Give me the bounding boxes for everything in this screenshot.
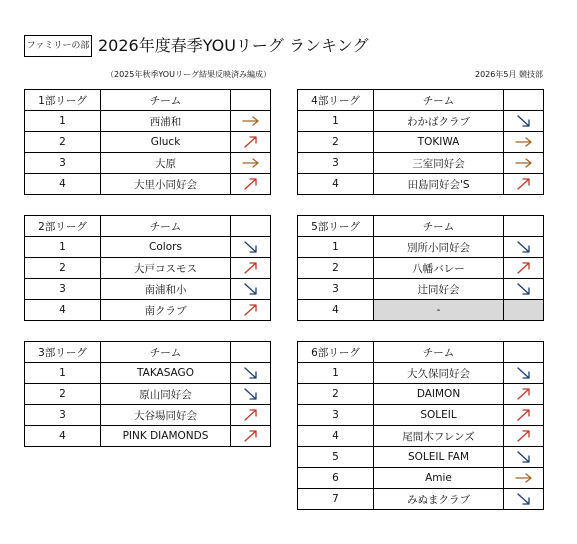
team-cell: 大戸コスモス bbox=[101, 258, 231, 279]
table-row bbox=[25, 174, 271, 195]
rank-cell: 2 bbox=[298, 132, 374, 153]
league-table bbox=[24, 89, 271, 195]
table-row bbox=[298, 153, 544, 174]
rank-cell: 3 bbox=[25, 405, 101, 426]
rank-cell: 1 bbox=[298, 363, 374, 384]
table-row bbox=[25, 405, 271, 426]
team-column-header: チーム bbox=[374, 342, 504, 363]
trend-down-arrow-icon bbox=[504, 489, 544, 510]
rank-cell: 4 bbox=[25, 300, 101, 321]
league-label: 6部リーグ bbox=[298, 342, 374, 363]
team-cell: - bbox=[374, 300, 504, 321]
rank-cell: 7 bbox=[298, 489, 374, 510]
table-row bbox=[298, 237, 544, 258]
trend-column-header bbox=[231, 90, 271, 111]
trend-down-arrow-icon bbox=[231, 279, 271, 300]
trend-down-arrow-icon bbox=[504, 279, 544, 300]
rank-cell: 2 bbox=[25, 258, 101, 279]
table-row bbox=[25, 237, 271, 258]
team-cell: TOKIWA bbox=[374, 132, 504, 153]
table-row bbox=[25, 132, 271, 153]
table-row bbox=[25, 384, 271, 405]
team-cell: 三室同好会 bbox=[374, 153, 504, 174]
team-column-header: チーム bbox=[374, 90, 504, 111]
rank-cell: 4 bbox=[25, 174, 101, 195]
trend-down-arrow-icon bbox=[231, 384, 271, 405]
rank-cell: 2 bbox=[25, 132, 101, 153]
table-row bbox=[25, 300, 271, 321]
team-cell: Amie bbox=[374, 468, 504, 489]
team-cell: 尾間木フレンズ bbox=[374, 426, 504, 447]
rank-cell: 4 bbox=[25, 426, 101, 447]
team-cell: わかばクラブ bbox=[374, 111, 504, 132]
table-row bbox=[298, 384, 544, 405]
empty-trend-cell bbox=[504, 300, 544, 321]
table-row bbox=[25, 153, 271, 174]
rank-cell: 1 bbox=[298, 111, 374, 132]
trend-up-arrow-icon bbox=[231, 426, 271, 447]
team-cell: 大原 bbox=[101, 153, 231, 174]
team-cell: みぬまクラブ bbox=[374, 489, 504, 510]
table-row bbox=[25, 426, 271, 447]
trend-down-arrow-icon bbox=[504, 111, 544, 132]
composition-note: （2025年秋季YOUリーグ結果反映済み編成） bbox=[106, 70, 271, 79]
table-row bbox=[298, 279, 544, 300]
team-cell: 大里小同好会 bbox=[101, 174, 231, 195]
rank-cell: 3 bbox=[25, 153, 101, 174]
trend-up-arrow-icon bbox=[231, 300, 271, 321]
table-header-row bbox=[298, 342, 544, 363]
team-cell: 八幡バレー bbox=[374, 258, 504, 279]
trend-up-arrow-icon bbox=[504, 174, 544, 195]
trend-up-arrow-icon bbox=[504, 405, 544, 426]
rank-cell: 1 bbox=[25, 237, 101, 258]
trend-up-arrow-icon bbox=[504, 426, 544, 447]
team-cell: 西浦和 bbox=[101, 111, 231, 132]
issuer-note: 2026年5月 競技部 bbox=[475, 70, 543, 79]
league-label: 4部リーグ bbox=[298, 90, 374, 111]
team-column-header: チーム bbox=[101, 90, 231, 111]
league-table bbox=[24, 341, 271, 447]
team-column-header: チーム bbox=[101, 216, 231, 237]
rank-cell: 1 bbox=[298, 237, 374, 258]
table-row bbox=[298, 258, 544, 279]
trend-column-header bbox=[504, 216, 544, 237]
league-label: 1部リーグ bbox=[25, 90, 101, 111]
table-header-row bbox=[25, 90, 271, 111]
team-cell: TAKASAGO bbox=[101, 363, 231, 384]
table-row bbox=[298, 174, 544, 195]
trend-up-arrow-icon bbox=[231, 258, 271, 279]
trend-column-header bbox=[504, 342, 544, 363]
trend-down-arrow-icon bbox=[504, 237, 544, 258]
league-label: 5部リーグ bbox=[298, 216, 374, 237]
rank-cell: 3 bbox=[25, 279, 101, 300]
team-cell: 大谷場同好会 bbox=[101, 405, 231, 426]
table-row bbox=[25, 279, 271, 300]
table-row bbox=[298, 111, 544, 132]
table-row bbox=[298, 489, 544, 510]
trend-column-header bbox=[231, 216, 271, 237]
team-cell: 南クラブ bbox=[101, 300, 231, 321]
team-cell: 大久保同好会 bbox=[374, 363, 504, 384]
table-header-row bbox=[25, 342, 271, 363]
rank-cell: 2 bbox=[298, 258, 374, 279]
team-column-header: チーム bbox=[374, 216, 504, 237]
league-table bbox=[297, 341, 544, 510]
table-header-row bbox=[298, 90, 544, 111]
league-table bbox=[297, 215, 544, 321]
trend-down-arrow-icon bbox=[231, 363, 271, 384]
rank-cell: 2 bbox=[25, 384, 101, 405]
division-tag: ファミリーの部 bbox=[24, 35, 92, 57]
team-cell: DAIMON bbox=[374, 384, 504, 405]
trend-column-header bbox=[231, 342, 271, 363]
table-row bbox=[298, 132, 544, 153]
rank-cell: 3 bbox=[298, 405, 374, 426]
rank-cell: 4 bbox=[298, 174, 374, 195]
rank-cell: 3 bbox=[298, 153, 374, 174]
trend-up-arrow-icon bbox=[504, 384, 544, 405]
table-header-row bbox=[298, 216, 544, 237]
rank-cell: 4 bbox=[298, 426, 374, 447]
trend-down-arrow-icon bbox=[504, 447, 544, 468]
trend-flat-arrow-icon bbox=[504, 132, 544, 153]
page-title: 2026年度春季YOUリーグ ランキング bbox=[98, 36, 369, 55]
rank-cell: 5 bbox=[298, 447, 374, 468]
table-row bbox=[298, 426, 544, 447]
table-row bbox=[298, 447, 544, 468]
trend-flat-arrow-icon bbox=[231, 153, 271, 174]
table-row bbox=[25, 363, 271, 384]
team-cell: Gluck bbox=[101, 132, 231, 153]
rank-cell: 3 bbox=[298, 279, 374, 300]
trend-flat-arrow-icon bbox=[504, 468, 544, 489]
trend-flat-arrow-icon bbox=[231, 111, 271, 132]
league-label: 3部リーグ bbox=[25, 342, 101, 363]
trend-up-arrow-icon bbox=[231, 174, 271, 195]
table-row bbox=[25, 258, 271, 279]
team-cell: 南浦和小 bbox=[101, 279, 231, 300]
team-cell: 田島同好会'S bbox=[374, 174, 504, 195]
table-row bbox=[298, 468, 544, 489]
table-header-row bbox=[25, 216, 271, 237]
rank-cell: 4 bbox=[298, 300, 374, 321]
trend-up-arrow-icon bbox=[231, 132, 271, 153]
table-row bbox=[298, 363, 544, 384]
table-row bbox=[25, 111, 271, 132]
rank-cell: 1 bbox=[25, 111, 101, 132]
team-cell: Colors bbox=[101, 237, 231, 258]
trend-column-header bbox=[504, 90, 544, 111]
rank-cell: 2 bbox=[298, 384, 374, 405]
league-table bbox=[297, 89, 544, 195]
table-row bbox=[298, 300, 544, 321]
trend-up-arrow-icon bbox=[504, 258, 544, 279]
table-row bbox=[298, 405, 544, 426]
team-cell: 辻同好会 bbox=[374, 279, 504, 300]
team-cell: PINK DIAMONDS bbox=[101, 426, 231, 447]
team-cell: 原山同好会 bbox=[101, 384, 231, 405]
team-cell: SOLEIL FAM bbox=[374, 447, 504, 468]
rank-cell: 1 bbox=[25, 363, 101, 384]
team-cell: SOLEIL bbox=[374, 405, 504, 426]
trend-flat-arrow-icon bbox=[504, 153, 544, 174]
trend-down-arrow-icon bbox=[504, 363, 544, 384]
trend-down-arrow-icon bbox=[231, 237, 271, 258]
rank-cell: 6 bbox=[298, 468, 374, 489]
team-cell: 別所小同好会 bbox=[374, 237, 504, 258]
trend-up-arrow-icon bbox=[231, 405, 271, 426]
league-label: 2部リーグ bbox=[25, 216, 101, 237]
team-column-header: チーム bbox=[101, 342, 231, 363]
league-table bbox=[24, 215, 271, 321]
